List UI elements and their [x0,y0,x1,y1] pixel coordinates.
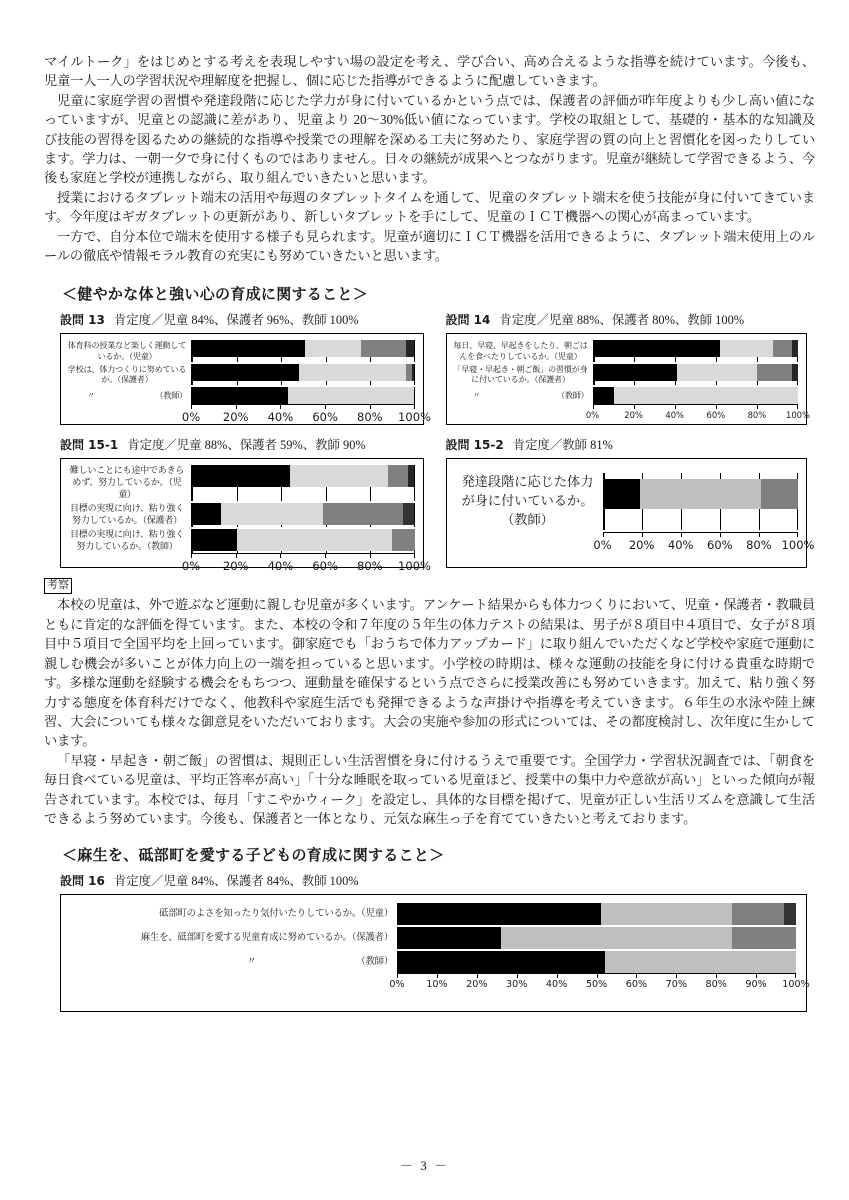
paragraph-4: 一方で、自分本位で端末を使用する様子も見られます。児童が適切にＩＣＴ機器を活用できるように、タブレット端末使用上のルールの徹底や情報モラル教育の充実にも努めていきたいと思います。 [44,228,815,264]
chart-q14-axis-wrap [453,404,810,425]
question-number-q16: 設問 16 [60,874,105,889]
tick-label: 0% [181,409,201,424]
chart-q13-ticks [181,409,431,425]
chart-q16-row-2 [67,927,796,949]
question-number-q14: 設問 14 [445,313,491,328]
label-teacher: （教師） [556,390,589,401]
chart-q14-plot-3 [593,387,799,404]
question-caption-row-2 [44,435,815,458]
chart-q15-2 [446,458,815,568]
chart-q14-plot-2 [593,364,799,385]
chart-q16-label-1: 砥部町のよさを知ったり気付いたりしているか。（児童） [159,908,393,920]
kousatsu-paragraph-1: 本校の児童は、外で遊ぶなど運動に親しむ児童が多くいます。アンケート結果からも体力つくりにおいて、児童・保護者・教職員ともに肯定的な評価を得ています。また、本校の令和７年度の５年生の体力テストの結果は、男子が８項目中４項目で、女子が８項目中５項目で全国平均を上回っています。御家庭でも「おうちで体力アップカード」に取り組んでいただくなど学校や家庭で運動に親しむ機会が多いことが体力向上の一端を担っていると思います。小学校の時期は、様々な運動の技能を身に付ける貴重な時期です。多様な運動を経験する機会をもちつつ、運動量を確保するという点でさらに授業改善にも努めていきます。加えて、粘り強く努力する態度を体育科だけでなく、他教科や家庭生活でも発揮できるような声掛けや指導を考えていきます。６年生の水泳や陸上練習、大会についても様々な御意見をいただいております。大会の実施や参加の形式については、その都度検討し、次年度に生かしています。 [44,597,815,749]
chart-q15-1-row-3 [67,529,415,553]
question-caption-q15-2 [446,435,816,453]
paragraph-2: 児童に家庭学習の習慣や発達段階に応じた学力が身に付いているかという点では、保護者の評価が昨年度よりも少し高い値になっていますが、児童との認識に差があり、児童より 20～30%低い値になっています。学校の取組として、基礎的・基本的な知識及び技能の習得を図るための継続的な指導や授業での理解を深める工夫に努めたり、家庭学習の質の向上と習慣化を図ったりしています。学力は、一朝一夕で身に付くものではありません。日々の継続が成果へとつながります。児童が継続して学習できるよう、今後も家庭と学校が連携しながら、取り組んでいきたいと思います。 [44,92,815,186]
question-number-q13: 設問 13 [60,313,105,328]
chart-q13-plot-2 [191,364,415,385]
tick-label: 0% [593,538,612,553]
tick-label: 100% [398,559,431,574]
question-caption-q15-1 [60,435,424,453]
chart-q14-axis [593,404,799,409]
tick-label: 30% [506,979,528,991]
chart-q14-rows [453,340,799,403]
kousatsu-section [44,568,815,828]
paragraph-1: マイルトーク」をはじめとする考えを表現しやすい場の設定を考え、学び合い、高め合えるような指導を続けています。今後も、児童一人一人の学習状況や理解度を把握し、個に応じた指導ができるように配慮していきます。 [44,54,815,89]
chart-q13-row-2 [67,364,415,385]
chart-q16-row-3 [67,951,796,973]
tick-label: 40% [267,409,294,424]
question-summary-q15-2: 肯定度／教師 81% [512,438,613,453]
chart-q16 [60,894,810,1012]
chart-q15-2-bar-1 [604,479,799,509]
question-caption-q16 [60,871,815,889]
chart-q16-label-2: 麻生を、砥部町を愛する児童育成に努めているか。（保護者） [140,932,393,944]
chart-q13 [60,333,431,425]
chart-q16-bar-1 [398,903,796,925]
question-summary-q15-1: 肯定度／児童 88%、保護者 59%、教師 90% [127,438,366,453]
tick-label: 100% [786,409,810,420]
chart-q13-label-3 [67,387,191,404]
tick-label: 20% [466,979,488,991]
chart-q15-1-axis [191,553,415,558]
chart-q15-2-axis [603,532,799,537]
chart-q15-2-plot-1 [603,473,799,530]
chart-q13-row-1 [67,340,415,361]
chart-q15-2-label-1: 発達段階に応じた体力が身に付いているか。（教師） [461,475,594,529]
tick-label: 40% [665,409,684,420]
section-heading-health: ＜健やかな体と強い心の育成に関すること＞ [62,285,369,304]
chart-q16-plot-1 [397,903,796,925]
tick-label: 80% [357,559,383,574]
chart-q15-1-ticks [181,559,431,574]
chart-q14-ticks [585,409,810,425]
chart-q15-1-plot-3 [191,529,415,553]
question-summary-q16: 肯定度／児童 84%、保護者 84%、教師 100% [113,874,359,889]
tick-label: 90% [745,979,767,991]
section-heading-community: ＜麻生を、砥部町を愛する子どもの育成に関すること＞ [62,846,445,865]
chart-row-2 [44,458,815,574]
chart-q15-1-rows [67,465,415,553]
chart-q15-1-bar-3 [192,529,415,551]
tick-label: 80% [357,409,383,424]
chart-q13-rows [67,340,415,403]
question-caption-row-1 [44,310,815,333]
question-number-q15-2: 設問 15-2 [445,438,504,453]
label-teacher: （教師） [155,390,187,401]
chart-q13-row-3 [67,387,415,404]
tick-label: 20% [222,559,249,574]
chart-q13-bar-3 [192,387,415,404]
chart-q15-2-ticks [593,538,815,553]
chart-q16-label-3 [67,951,397,973]
chart-row-1 [44,333,815,425]
chart-q16-ticks [389,979,810,994]
chart-q14-bar-1 [594,340,799,357]
chart-q16-rows [67,903,796,973]
tick-label: 60% [625,979,648,991]
tick-label: 60% [312,559,338,574]
chart-q14-row-3 [453,387,799,404]
chart-q15-2-axis-wrap [453,532,815,553]
chart-q14 [446,333,808,425]
chart-q15-1-bar-1 [192,465,415,487]
question-summary-q13: 肯定度／児童 84%、保護者 96%、教師 100% [113,313,359,328]
tick-label: 80% [705,979,727,991]
tick-label: 10% [426,979,448,991]
tick-label: 80% [746,538,772,553]
chart-q15-1-row-2 [67,503,415,527]
tick-label: 50% [585,979,608,991]
chart-q15-1-plot-2 [191,503,415,527]
chart-q13-label-1: 体育科の授業など楽しく運動しているか。（児童） [67,340,187,362]
question-number-q15-1: 設問 15-1 [60,438,119,453]
chart-q15-1-plot-1 [191,465,415,501]
chart-q15-1-label-3: 目標の実現に向け、粘り強く努力しているか。（教師） [69,530,185,553]
chart-q13-bar-2 [192,364,415,381]
tick-label: 0% [585,409,600,420]
question-caption-q13 [60,310,424,328]
tick-label: 40% [667,538,694,553]
tick-label: 100% [782,979,810,991]
chart-q14-row-1 [453,340,799,361]
chart-q15-1 [60,458,431,574]
chart-q13-bar-1 [192,340,415,357]
chart-q13-plot-3 [191,387,415,404]
ditto-mark: 〃 [87,390,95,401]
chart-q13-axis-wrap [67,404,431,425]
chart-q16-axis-wrap [67,973,810,994]
tick-label: 0% [389,979,405,991]
chart-q14-row-2 [453,364,799,385]
chart-q16-axis [397,973,796,978]
chart-q14-plot-1 [593,340,799,361]
chart-q14-bar-3 [594,387,799,404]
chart-q14-label-2: 「早寝・早起き・朝ご飯」の習慣が身に付いているか。（保護者） [453,363,588,385]
page-number: － 3 － [399,1158,449,1173]
tick-label: 100% [781,538,815,553]
tick-label: 60% [707,538,733,553]
label-teacher: （教師） [356,956,393,968]
ditto-mark: 〃 [472,390,481,401]
chart-q13-plot-1 [191,340,415,361]
paragraph-3: 授業におけるタブレット端末の活用や毎週のタブレットタイムを通して、児童のタブレット端末を使う技能が身に付いてきています。今年度はギガタブレットの更新があり、新しいタブレットを手にして、児童のＩＣＴ機器への関心が高まっています。 [44,189,815,225]
chart-q16-plot-2 [397,927,796,949]
tick-label: 100% [398,409,431,424]
ditto-mark: 〃 [247,956,257,968]
tick-label: 60% [312,409,338,424]
chart-q15-1-label-2: 目標の実現に向け、粘り強く努力しているか。（保護者） [69,504,185,527]
chart-q14-label-3 [453,387,593,404]
tick-label: 0% [181,559,201,574]
chart-q14-label-1: 毎日、早寝、早起きをしたり、朝ごはんを食べたりしているか。（児童） [453,340,588,362]
tick-label: 40% [267,559,294,574]
tick-label: 80% [747,409,767,420]
tick-label: 20% [222,409,249,424]
question-caption-q14 [446,310,816,328]
chart-q13-axis [191,404,415,409]
chart-q13-label-2: 学校は、体力つくりに努めているか。（保護者） [67,363,187,385]
tick-label: 40% [545,979,568,991]
question-summary-q14: 肯定度／児童 88%、保護者 80%、教師 100% [499,313,745,328]
chart-q15-1-axis-wrap [67,553,431,574]
tick-label: 20% [628,538,655,553]
chart-q16-plot-3 [397,951,796,973]
chart-q16-bar-2 [398,927,796,949]
chart-q14-bar-2 [594,364,799,381]
chart-q15-1-bar-2 [192,503,415,525]
tick-label: 70% [665,979,687,991]
kousatsu-label: 考察 [44,578,72,594]
chart-q15-1-row-1 [67,465,415,501]
chart-q15-1-label-1: 難しいことにも途中であきらめず、努力しているか。（児童） [69,466,185,501]
chart-q16-row-1 [67,903,796,925]
tick-label: 60% [706,409,726,420]
kousatsu-paragraph-2: 「早寝・早起き・朝ご飯」の習慣は、規則正しい生活習慣を身に付けるうえで重要です。全国学力・学習状況調査では、「朝食を毎日食べている児童は、平均正答率が高い」「十分な睡眠を取っている児童ほど、授業中の集中力や意欲が高い」といった傾向が報告されています。本校では、毎月「すこやかウィーク」を設定し、具体的な目標を掲げて、児童が正しい生活リズムを意識して生活できるよう努めています。今後も、保護者と一体となり、元気な麻生っ子を育てていきたいと考えております。 [44,752,815,826]
chart-q16-bar-3 [398,951,796,973]
chart-q15-2-row-1 [453,473,799,530]
tick-label: 20% [624,409,643,420]
